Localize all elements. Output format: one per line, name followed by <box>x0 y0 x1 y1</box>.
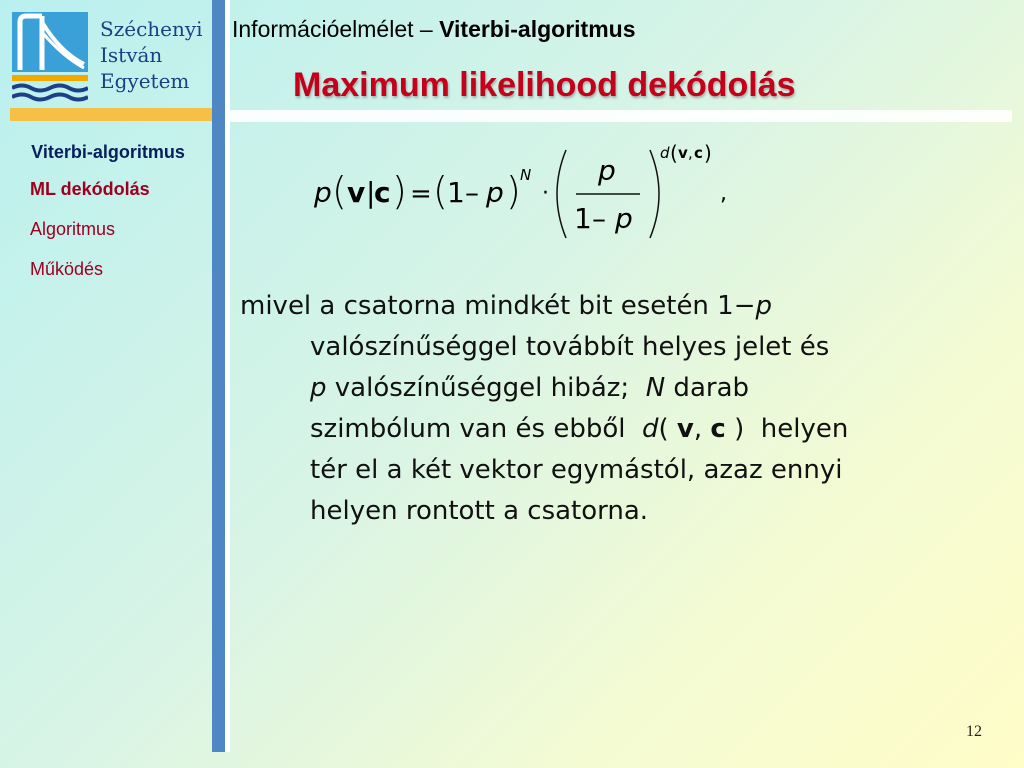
left-divider-bar <box>212 0 225 752</box>
body-text-run: valószínűséggel hibáz; <box>326 373 646 403</box>
body-line: tér el a két vektor egymástól, azaz ennyi <box>310 455 843 485</box>
university-name-line: Széchenyi <box>100 17 203 41</box>
formula-exp-comma: , <box>688 144 693 162</box>
university-name-line: István <box>100 43 163 67</box>
formula-exp-n: N <box>520 166 532 184</box>
formula-big-paren <box>650 150 659 238</box>
university-name-line: Egyetem <box>100 69 190 93</box>
likelihood-formula <box>310 138 750 248</box>
formula-v: v <box>347 176 366 209</box>
university-name <box>100 16 203 94</box>
symbol-p: p <box>310 373 327 403</box>
formula-exp-c: c <box>694 144 703 162</box>
formula-dot: · <box>542 181 549 206</box>
body-text-run: darab <box>665 373 749 403</box>
sidebar-item-viterbi-algoritmus[interactable]: Viterbi-algoritmus <box>31 142 185 162</box>
formula-p: p <box>486 176 504 209</box>
formula-c: c <box>374 176 391 209</box>
body-text-run: , <box>693 414 711 444</box>
formula-p: p <box>314 176 332 209</box>
header-white-bar <box>230 110 1012 122</box>
formula-p: p <box>598 154 616 187</box>
body-line <box>240 286 1000 327</box>
formula-bar: | <box>366 176 376 209</box>
formula-minus: – <box>465 176 479 209</box>
body-paragraph <box>240 286 1000 532</box>
sidebar-nav <box>10 140 206 297</box>
formula-big-paren <box>557 150 566 238</box>
page-number: 12 <box>966 723 982 740</box>
formula-one: 1 <box>447 176 465 209</box>
course-title <box>232 16 635 43</box>
sidebar-item-mukodes[interactable]: Működés <box>30 259 104 279</box>
university-logo-icon <box>12 12 88 102</box>
body-text-run: ( <box>658 414 677 444</box>
symbol-v: v <box>676 414 694 444</box>
formula-minus: – <box>592 202 606 235</box>
formula-paren: ( <box>670 141 678 165</box>
formula-trailing-comma: , <box>720 181 727 206</box>
sidebar-item-ml-dekodolas[interactable]: ML dekódolás <box>30 179 150 199</box>
symbol-p: p <box>755 291 773 321</box>
body-text-run: mivel a csatorna mindkét bit esetén 1− <box>240 291 756 321</box>
header-orange-bar <box>10 108 212 121</box>
formula-exp-v: v <box>678 144 688 162</box>
body-text-run: szimbólum van és ebből <box>310 414 642 444</box>
formula-one: 1 <box>574 202 592 235</box>
formula-paren: ( <box>332 169 347 213</box>
body-line <box>240 409 1000 450</box>
formula-paren: ( <box>433 169 448 213</box>
formula-paren: ) <box>506 169 521 213</box>
formula-paren: ) <box>392 169 407 213</box>
symbol-n: N <box>645 373 666 403</box>
slide-title: Maximum likelihood dekódolás <box>293 66 796 104</box>
formula-p: p <box>615 202 633 235</box>
body-line: helyen rontott a csatorna. <box>310 496 649 526</box>
symbol-c: c <box>710 414 726 444</box>
formula-exp-d: d <box>660 144 670 162</box>
sidebar-item-algoritmus[interactable]: Algoritmus <box>30 219 116 239</box>
body-line <box>240 368 1000 409</box>
body-text-run: ) helyen <box>725 414 849 444</box>
body-line: valószínűséggel továbbít helyes jelet és <box>310 332 830 362</box>
symbol-d: d <box>641 414 659 444</box>
formula-paren: ) <box>704 141 712 165</box>
course-topic: Viterbi-algoritmus <box>439 16 636 42</box>
formula-eq: = <box>410 179 432 209</box>
course-name: Információelmélet – <box>232 16 433 42</box>
